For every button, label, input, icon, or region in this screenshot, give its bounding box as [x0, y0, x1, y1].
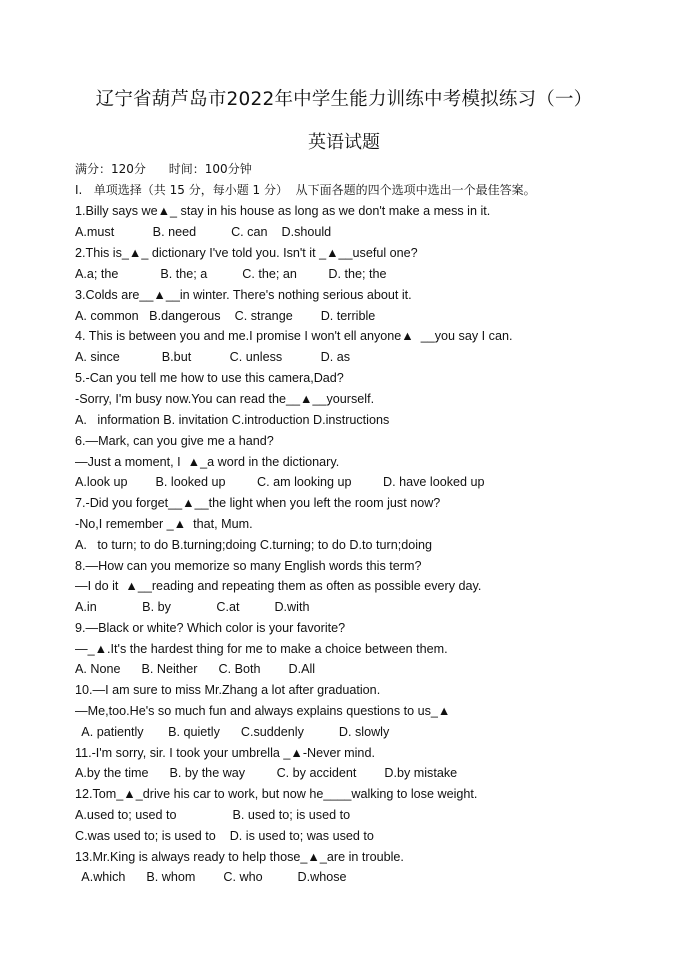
- options-line: A.a; the B. the; a C. the; an D. the; the: [75, 267, 387, 281]
- question-line: 10.—I am sure to miss Mr.Zhang a lot after graduation.: [75, 683, 381, 697]
- exam-subtitle: 英语试题: [308, 132, 380, 153]
- question-line: 2.This is_▲_ dictionary I've told you. Isn't it _▲__useful one?: [75, 246, 418, 260]
- options-line: A. information B. invitation C.introduction D.instructions: [75, 413, 390, 427]
- question-line: 12.Tom_▲_drive his car to work, but now he____walking to lose weight.: [75, 787, 478, 801]
- options-line: A. since B.but C. unless D. as: [75, 350, 351, 364]
- dialogue-line: -Sorry, I'm busy now.You can read the__▲__yourself.: [75, 392, 375, 406]
- options-line: A. common B.dangerous C. strange D. terrible: [75, 309, 376, 323]
- dialogue-line: —Me,too.He's so much fun and always explains questions to us_▲: [75, 704, 451, 718]
- dialogue-line: —Just a moment, I ▲_a word in the dictionary.: [75, 455, 340, 469]
- question-line: 7.-Did you forget__▲__the light when you left the room just now?: [75, 496, 441, 510]
- question-line: 8.—How can you memorize so many English words this term?: [75, 559, 422, 573]
- options-line: A. None B. Neither C. Both D.All: [75, 662, 316, 676]
- options-line: A. patiently B. quietly C.suddenly D. slowly: [75, 725, 390, 739]
- options-line: A. to turn; to do B.turning;doing C.turning; to do D.to turn;doing: [75, 538, 433, 552]
- options-line: A.must B. need C. can D.should: [75, 225, 332, 239]
- question-line: 6.—Mark, can you give me a hand?: [75, 434, 274, 448]
- exam-info-line: 满分：120分 时间：100分钟: [75, 162, 252, 176]
- question-line: 3.Colds are__▲__in winter. There's nothing serious about it.: [75, 288, 412, 302]
- dialogue-line: -No,I remember _▲ that, Mum.: [75, 517, 253, 531]
- question-line: 13.Mr.King is always ready to help those_▲_are in trouble.: [75, 850, 404, 864]
- options-line: A.look up B. looked up C. am looking up D. have looked up: [75, 475, 485, 489]
- question-line: 11.-I'm sorry, sir. I took your umbrella _▲-Never mind.: [75, 746, 375, 760]
- options-line: A.by the time B. by the way C. by accident D.by mistake: [75, 766, 458, 780]
- options-line: A.in B. by C.at D.with: [75, 600, 310, 614]
- question-line: 5.-Can you tell me how to use this camera,Dad?: [75, 371, 344, 385]
- question-line: 4. This is between you and me.I promise I won't ell anyone▲ __you say I can.: [75, 329, 513, 343]
- options-line: A.which B. whom C. who D.whose: [75, 870, 347, 884]
- options-line: A.used to; used to B. used to; is used to: [75, 808, 351, 822]
- dialogue-line: —I do it ▲__reading and repeating them as often as possible every day.: [75, 579, 482, 593]
- question-line: 9.—Black or white? Which color is your favorite?: [75, 621, 346, 635]
- section-instruction: I. 单项选择（共 15 分，每小题 1 分） 从下面各题的四个选项中选出一个最佳答案。: [75, 183, 536, 197]
- exam-title: 辽宁省葫芦岛市2022年中学生能力训练中考模拟练习（一）: [95, 89, 593, 110]
- question-line: 1.Billy says we▲_ stay in his house as long as we don't make a mess in it.: [75, 204, 491, 218]
- dialogue-line: —_▲.It's the hardest thing for me to make a choice between them.: [75, 642, 448, 656]
- options-line: C.was used to; is used to D. is used to; was used to: [75, 829, 374, 843]
